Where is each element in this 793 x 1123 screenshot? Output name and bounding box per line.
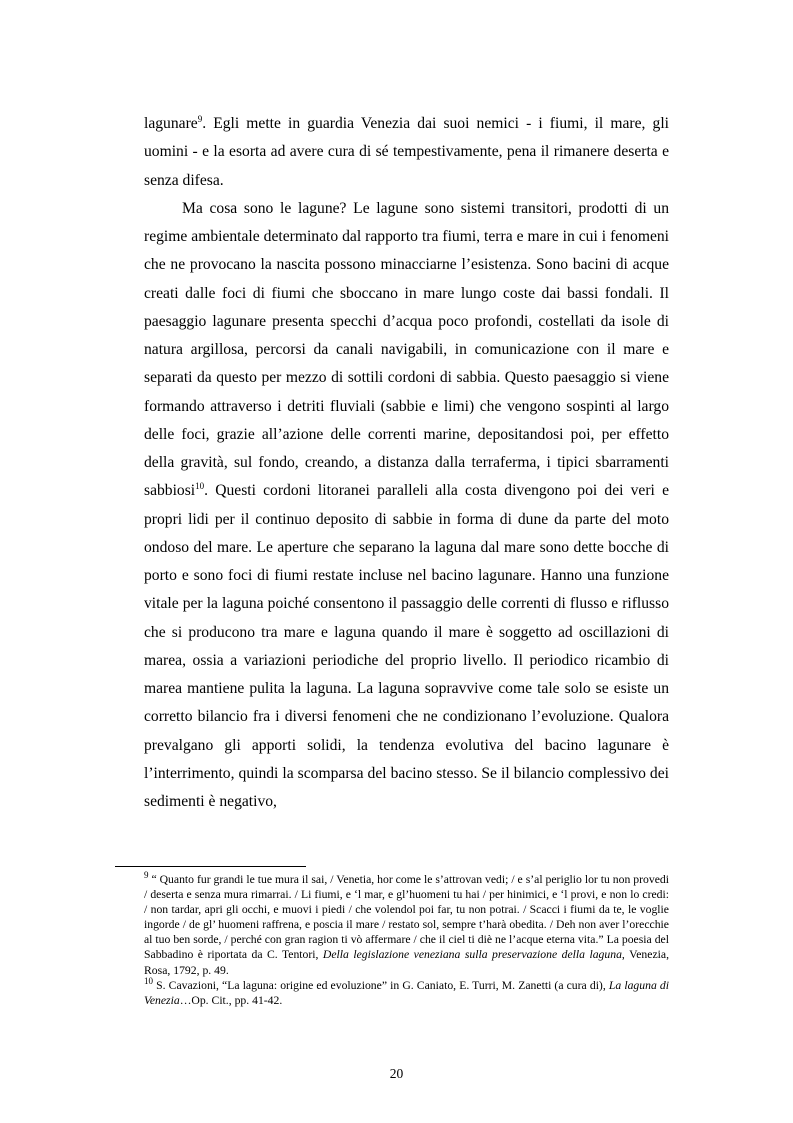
footnote-9 [144,872,669,978]
footnote-10 [144,975,669,1008]
footnote-10-text-a: S. Cavazioni, “La laguna: origine ed evoluzione” in G. Caniato, E. Turri, M. Zanetti (a cura di), [153,978,609,992]
footnote-ref-9[interactable]: 9 [197,113,203,124]
footnote-separator [115,866,306,867]
footnotes [144,872,669,1008]
footnote-9-text-b: , Venezia, Rosa, 1792, p. 49. [144,948,669,977]
footnote-9-text-a: “ Quanto fur grandi le tue mura il sai, / Venetia, hor come le s’attrovan vedi; / e s’al periglio lor tu non provedi / deserta e senza mura rimarrai. / Li fiumi, e ‘l mar, e gl’huomeni tu hai / per hinimici, e ‘l provi, e non lo credi: / non tardar, apri gli occhi, e muovi i piedi / che volendol poi far, tu non potrai. / Scacci i fiumi da te, le voglie ingorde / de gl’ huomeni raffrena, e poscia il mare / restato sol, sempre t’harà obedita. / Deh non aver l’orecchie al tuo ben sorde, / perché con gran ragion ti vò affermare / che il ciel ti diè ne l’acque eterna vita.” La poesia del Sabbadino è riportata da C. Tentori, [144,873,669,962]
footnote-10-text-b: …Op. Cit., pp. 41-42. [179,993,283,1007]
footnote-9-title: Della legislazione veneziana sulla preservazione della laguna [322,948,622,962]
footnote-10-title: La laguna di Venezia [144,978,669,1007]
paragraph-1-text-a: lagunare [144,115,198,132]
footnote-10-marker: 10 [144,975,153,986]
page-number: 20 [389,1066,404,1081]
footnote-ref-10[interactable]: 10 [195,481,205,492]
paragraph-2 [144,195,669,817]
footnote-9-marker: 9 [144,870,149,881]
paragraph-2-text-a: Ma cosa sono le lagune? Le lagune sono sistemi transitori, prodotti di un regime ambientale determinato dal rapporto tra fiumi, terra e mare in cui i fenomeni che ne provocano la nascita possono minacciarne l’esistenza. Sono bacini di acque creati dalle foci di fiumi che sboccano in mare lungo coste dai bassi fondali. Il paesaggio lagunare presenta specchi d’acqua poco profondi, costellati da isole di natura argillosa, percorsi da canali navigabili, in comunicazione con il mare e separati da questo per mezzo di sottili cordoni di sabbia. Questo paesaggio si viene formando attraverso i detriti fluviali (sabbie e limi) che vengono sospinti al largo delle foci, grazie all’azione delle correnti marine, depositandosi poi, per effetto della gravità, sul fondo, creando, a distanza dalla terraferma, i tipici sbarramenti sabbiosi [144,199,669,500]
paragraph-1-text-b: . Egli mette in guardia Venezia dai suoi nemici - i fiumi, il mare, gli uomini - e la esorta ad avere cura di sé tempestivamente, pena il rimanere deserta e senza difesa. [144,115,669,189]
paragraph-2-text-b: . Questi cordoni litoranei paralleli alla costa divengono poi dei veri e propri lidi per il continuo deposito di sabbie in forma di dune da parte del moto ondoso del mare. Le aperture che separano la laguna dal mare sono dette bocche di porto e sono foci di fiumi restate incluse nel bacino lagunare. Hanno una funzione vitale per la laguna poiché consentono il passaggio delle correnti di flusso e riflusso che si producono tra mare e laguna quando il mare è soggetto ad oscillazioni di marea, ossia a variazioni periodiche del proprio livello. Il periodico ricambio di marea mantiene pulita la laguna. La laguna sopravvive come tale solo se esiste un corretto bilancio fra i diversi fenomeni che ne condizionano l’evoluzione. Qualora prevalgano gli apporti solidi, la tendenza evolutiva del bacino lagunare è l’interrimento, quindi la scomparsa del bacino stesso. Se il bilancio complessivo dei sedimenti è negativo, [144,482,669,810]
body-text [144,110,669,816]
paragraph-1 [144,110,669,195]
